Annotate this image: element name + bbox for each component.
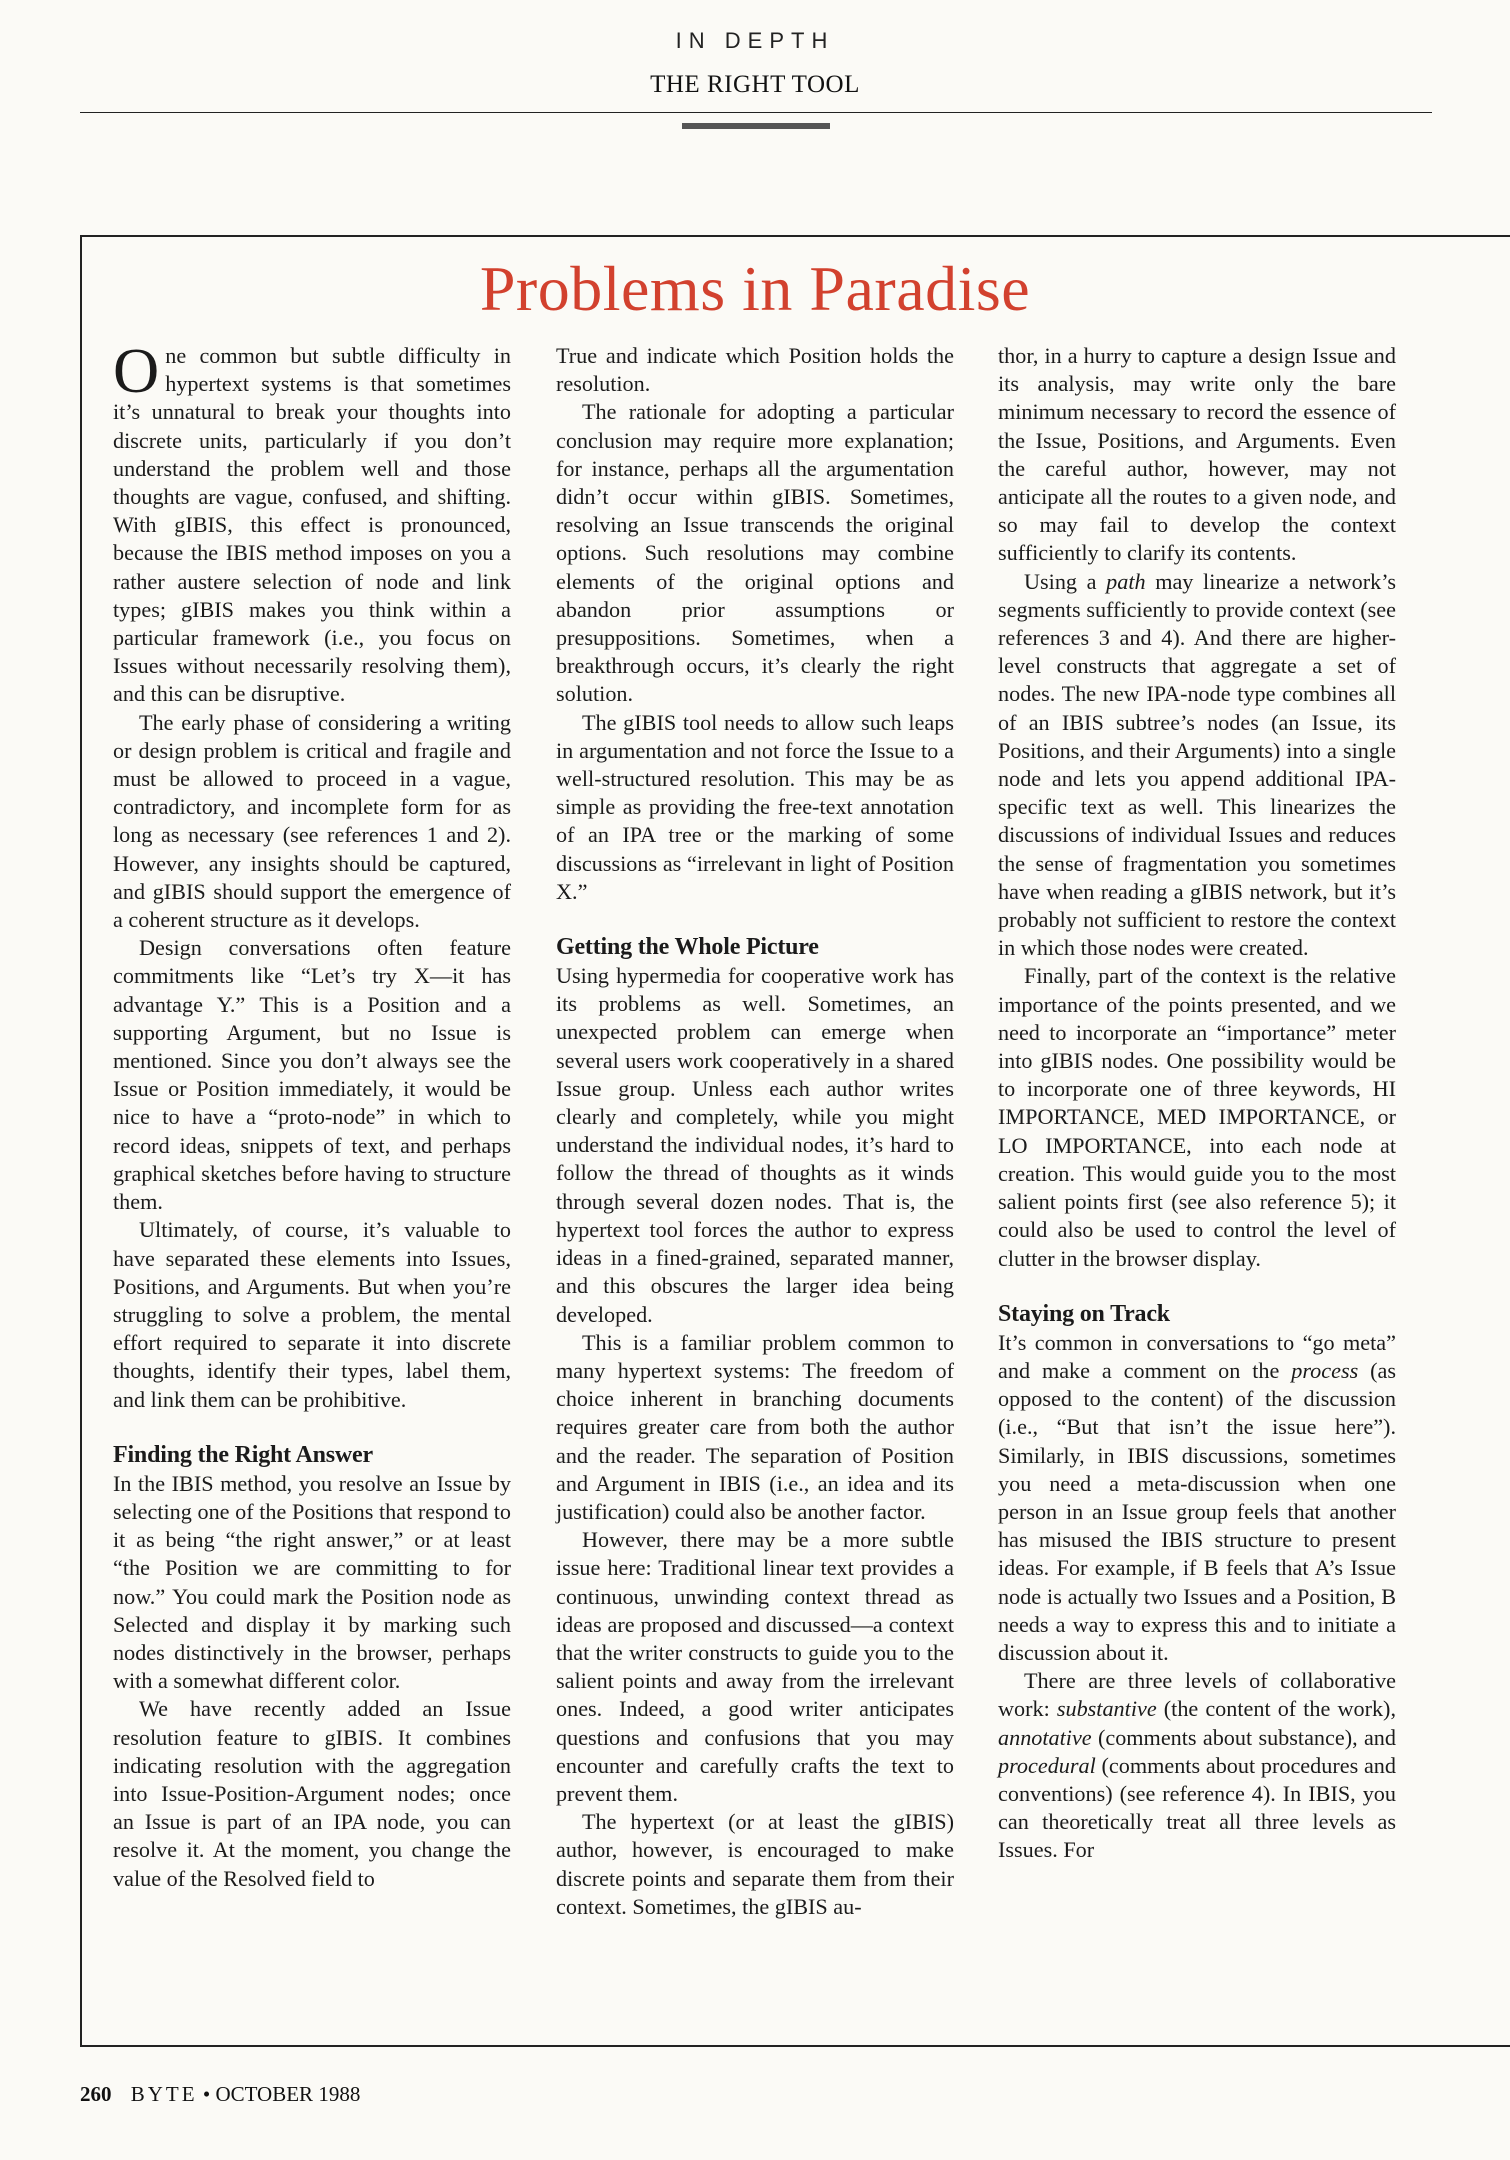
section-heading: Finding the Right Answer: [113, 1441, 373, 1468]
paragraph: We have recently added an Issue resolution feature to gIBIS. It combines indicating resolution with the aggregation into Issue-Position-Argument nodes; once an Issue is part of an IPA node, you can resolve it. At the moment, you change the value of the Resolved field to: [113, 1696, 511, 1891]
paragraph-text: (the content of the work),: [1156, 1696, 1396, 1722]
paragraph: thor, in a hurry to capture a design Issue and its analysis, may write only the bare minimum necessary to record the essence of the Issue, Positions, and Arguments. Even the careful author, however, may not anticipate all the routes to a given node, and so may fail to develop the context sufficiently to clarify its contents.: [998, 343, 1396, 566]
paragraph: The rationale for adopting a particular conclusion may require more explanation; for instance, perhaps all the argumentation didn’t occur within gIBIS. Sometimes, resolving an Issue transcends the original options. Such resolutions may combine elements of the original options and abandon prior assumptions or presuppositions. Sometimes, when a breakthrough occurs, it’s clearly the right solution.: [556, 399, 954, 707]
paragraph-text: There are three levels of collaborative work:: [998, 1668, 1396, 1722]
paragraph: [998, 1329, 1396, 1667]
paragraph: The gIBIS tool needs to allow such leaps in argumentation and not force the Issue to a well-structured resolution. This may be as simple as providing the free-text annotation of an IPA tree or the marking of some discussions as “irrelevant in light of Position X.”: [556, 709, 954, 904]
emphasis: path: [1106, 568, 1146, 594]
emphasis: procedural: [998, 1752, 1096, 1778]
section-heading: Staying on Track: [998, 1300, 1170, 1327]
paragraph: The early phase of considering a writing or design problem is critical and fragile and must be allowed to proceed in a vague, contradictory, and incomplete form for as long as necessary (see references 1 and 2). However, any insights should be captured, and gIBIS should support the emergence of a coherent structure as it develops.: [113, 709, 511, 933]
paragraph: Ultimately, of course, it’s valuable to have separated these elements into Issues, Positions, and Arguments. But when you’re struggling to solve a problem, the mental effort required to separate it into discrete thoughts, identify their types, label them, and link them can be prohibitive.: [113, 1217, 511, 1412]
paragraph-text: (as opposed to the content) of the discussion (i.e., “But that isn’t the issue here”). Similarly, in IBIS discussions, sometimes you need a meta-discussion when one person in an Issue group feels that another has misused the IBIS structure to present ideas. For example, if B feels that A’s Issue node is actually two Issues and a Position, B needs a way to express this and to initiate a discussion about it.: [998, 1357, 1396, 1665]
magazine-name: BYTE: [130, 2082, 198, 2106]
paragraph: Finally, part of the context is the relative importance of the points presented, and we need to incorporate an “importance” meter into gIBIS nodes. One possibility would be to incorporate one of three keywords, HI IMPORTANCE, MED IMPORTANCE, or LO IMPORTANCE, into each node at creation. This would guide you to the most salient points first (see also reference 5); it could also be used to control the level of clutter in the browser display.: [998, 963, 1396, 1271]
paragraph-text: (comments about substance), and: [1091, 1724, 1396, 1750]
paragraph-text: Using a: [1024, 568, 1107, 594]
column-1: [113, 335, 511, 1893]
paragraph: This is a familiar problem common to many hypertext systems: The freedom of choice inherent in branching documents requires greater care from both the author and the reader. The separation of Position and Argument in IBIS (i.e., an idea and its justification) could also be another factor.: [556, 1329, 954, 1524]
paragraph-text: (comments about procedures and conventions) (see reference 4). In IBIS, you can theoretically treat all three levels as Issues. For: [998, 1752, 1396, 1863]
header-rule: [80, 112, 1432, 113]
column-3: [998, 342, 1396, 1865]
emphasis: substantive: [1056, 1696, 1157, 1722]
paragraph: Using hypermedia for cooperative work has its problems as well. Sometimes, an unexpected problem can emerge when several users work cooperatively in a shared Issue group. Unless each author writes clearly and completely, while you might understand the individual nodes, it’s hard to follow the thread of thoughts as it winds through several dozen nodes. That is, the hypertext tool forces the author to express ideas in a fined-grained, separated manner, and this obscures the larger idea being developed.: [556, 963, 954, 1327]
section-label: IN DEPTH: [675, 28, 835, 53]
section-heading: Getting the Whole Picture: [556, 934, 819, 961]
paragraph: Design conversations often feature commitments like “Let’s try X—it has advantage Y.” This is a Position and a supporting Argument, but no Issue is mentioned. Since you don’t always see the Issue or Position immediately, it would be nice to have a “proto-node” in which to record ideas, snippets of text, and perhaps graphical sketches before having to structure them.: [113, 935, 511, 1215]
emphasis: process: [1291, 1357, 1359, 1383]
paragraph: [113, 335, 511, 709]
paragraph: [998, 568, 1396, 963]
paragraph: True and indicate which Position holds the resolution.: [556, 343, 954, 397]
column-2: [556, 342, 954, 1921]
drop-cap: O: [113, 335, 160, 406]
issue-date: OCTOBER 1988: [215, 2082, 361, 2106]
paragraph: However, there may be a more subtle issue here: Traditional linear text provides a continuous, unwinding context thread as ideas are proposed and discussed—a context that the writer constructs to guide you to the salient points and away from the irrelevant ones. Indeed, a good writer anticipates questions and confusions that you may encounter and carefully crafts the text to prevent them.: [556, 1527, 954, 1806]
paragraph: In the IBIS method, you resolve an Issue by selecting one of the Positions that respond to it as being “the right answer,” or at least “the Position we are committing to for now.” You could mark the Position node as Selected and display it by marking such nodes distinctively in the browser, perhaps with a somewhat different color.: [113, 1470, 511, 1694]
paragraph-text: It’s common in conversations to “go meta” and make a comment on the: [998, 1329, 1396, 1383]
page-number: 260: [80, 2082, 112, 2106]
footer-separator: •: [202, 2082, 211, 2106]
paragraph: [998, 1667, 1396, 1864]
paragraph-text: may linearize a network’s segments sufficiently to provide context (see references 3 and 4). And there are higher-level constructs that aggregate a set of nodes. The new IPA-node type combines all of an IBIS subtree’s nodes (an Issue, its Positions, and their Arguments) into a single node and lets you append additional IPA-specific text as well. This linearizes the discussions of individual Issues and reduces the sense of fragmentation you sometimes have when reading a gIBIS network, but it’s probably not sufficient to restore the context in which those nodes were created.: [998, 568, 1397, 961]
article-title: Problems in Paradise: [479, 253, 1031, 324]
paragraph: The hypertext (or at least the gIBIS) author, however, is encouraged to make discrete points and separate them from their context. Sometimes, the gIBIS au-: [556, 1809, 954, 1919]
section-subtitle: THE RIGHT TOOL: [650, 71, 860, 98]
emphasis: annotative: [998, 1724, 1092, 1750]
paragraph-text: ne common but subtle difficulty in hypertext systems is that sometimes it’s unnatural to break your thoughts into discrete units, particularly if you don’t understand the problem well and those thoughts are vague, confused, and shifting. With gIBIS, this effect is pronounced, because the IBIS method imposes on you a rather austere selection of node and link types; gIBIS makes you think within a particular framework (i.e., you focus on Issues without necessarily resolving them), and this can be disruptive.: [113, 343, 511, 707]
header-accent-bar: [682, 123, 830, 129]
page-footer: [80, 2082, 360, 2107]
